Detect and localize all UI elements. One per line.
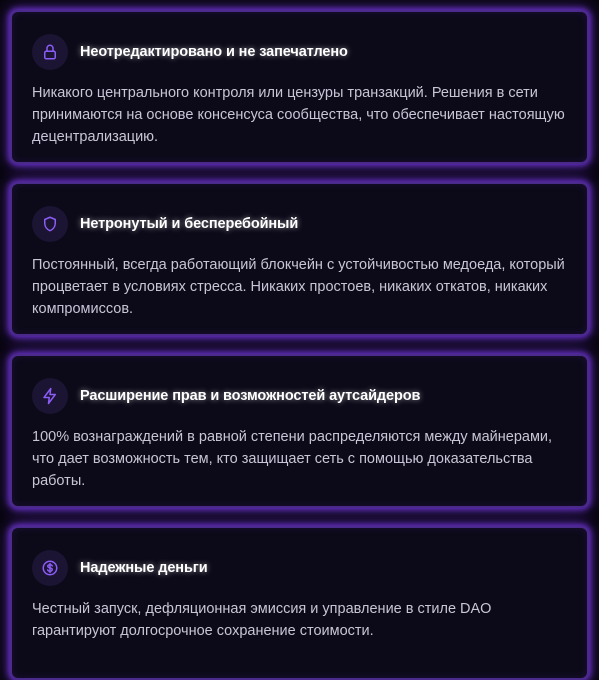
dollar-circle-icon — [32, 550, 68, 586]
feature-card-description: 100% вознаграждений в равной степени распределяются между майнерами, что дает возможность тем, кто защищает сеть с помощью доказательства работы. — [32, 429, 553, 489]
feature-card-title: Расширение прав и возможностей аутсайдеров — [80, 388, 421, 404]
feature-card-description: Никакого центрального контроля или цензуры транзакций. Решения в сети принимаются на основе консенсуса сообщества, что обеспечивает настоящую децентрализацию. — [32, 85, 565, 145]
feature-card-header — [32, 550, 208, 586]
feature-card — [10, 10, 589, 164]
feature-card-title: Надежные деньги — [80, 560, 208, 576]
feature-card-title: Неотредактировано и не запечатлено — [80, 44, 348, 60]
feature-card-title: Нетронутый и бесперебойный — [80, 216, 299, 232]
feature-card — [10, 182, 589, 336]
feature-card-header — [32, 34, 348, 70]
shield-icon — [32, 206, 68, 242]
feature-card-header — [32, 378, 420, 414]
lightning-icon — [32, 378, 68, 414]
feature-card — [10, 526, 589, 680]
lock-icon — [32, 34, 68, 70]
feature-card-header — [32, 206, 298, 242]
feature-card-description: Постоянный, всегда работающий блокчейн с устойчивостью медоеда, который процветает в условиях стресса. Никаких простоев, никаких откатов, никаких компромиссов. — [32, 257, 565, 317]
feature-card-description: Честный запуск, дефляционная эмиссия и управление в стиле DAO гарантируют долгосрочное сохранение стоимости. — [32, 601, 492, 639]
feature-card — [10, 354, 589, 508]
